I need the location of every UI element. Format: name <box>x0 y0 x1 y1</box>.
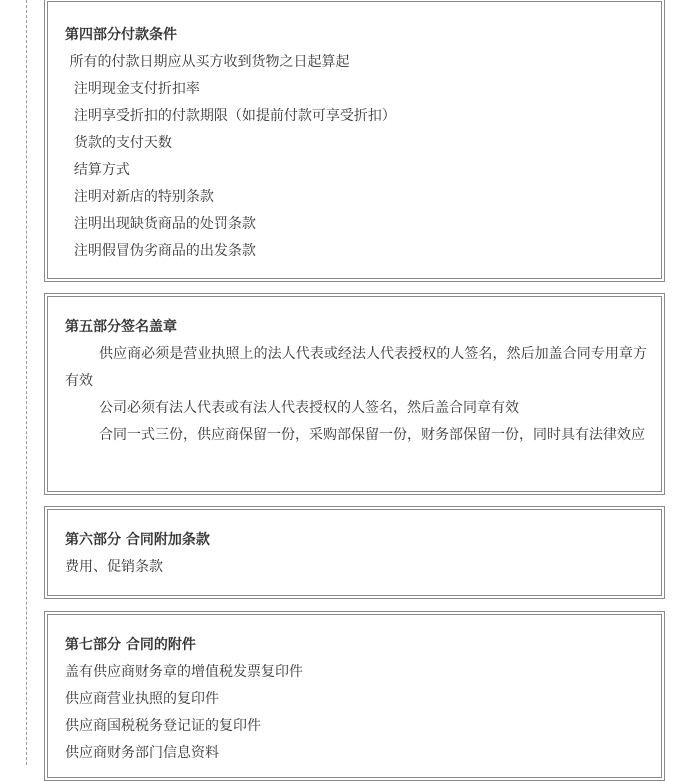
clause-line: 注明享受折扣的付款期限（如提前付款可享受折扣） <box>65 108 396 124</box>
section-content <box>65 527 647 581</box>
section-payment-terms <box>44 0 665 282</box>
clause-line: 供应商国税税务登记证的复印件 <box>65 718 261 734</box>
section-heading: 第四部分付款条件 <box>65 27 177 43</box>
clause-line: 货款的支付天数 <box>65 135 172 151</box>
clause-line: 注明对新店的特别条款 <box>65 189 214 205</box>
section-inner-border <box>47 509 662 596</box>
clause-line: 注明出现缺货商品的处罚条款 <box>65 216 256 232</box>
section-content <box>65 22 647 265</box>
section-content <box>65 632 647 767</box>
section-signature-seal <box>44 293 665 495</box>
clause-line: 供应商营业执照的复印件 <box>65 691 219 707</box>
section-additional-terms <box>44 506 665 599</box>
clause-paragraph: 供应商必须是营业执照上的法人代表或经法人代表授权的人签名，然后加盖合同专用章方有效 <box>65 346 647 389</box>
section-heading: 第五部分签名盖章 <box>65 319 177 335</box>
clause-line: 结算方式 <box>65 162 130 178</box>
clause-line: 费用、促销条款 <box>65 559 163 575</box>
clause-line: 注明现金支付折扣率 <box>65 81 200 97</box>
clause-line: 所有的付款日期应从买方收到货物之日起算起 <box>65 54 350 70</box>
section-heading: 第六部分 合同附加条款 <box>65 532 210 548</box>
clause-paragraph: 合同一式三份，供应商保留一份，采购部保留一份，财务部保留一份，同时具有法律效应 <box>99 427 645 443</box>
section-contract-attachments <box>44 611 665 781</box>
clause-line: 供应商财务部门信息资料 <box>65 745 219 761</box>
section-heading: 第七部分 合同的附件 <box>65 637 196 653</box>
section-content <box>65 314 647 449</box>
clause-paragraph: 公司必须有法人代表或有法人代表授权的人签名，然后盖合同章有效 <box>99 400 519 416</box>
clause-line: 注明假冒伪劣商品的出发条款 <box>65 243 256 259</box>
section-inner-border <box>47 296 662 492</box>
section-inner-border <box>47 614 662 778</box>
section-inner-border <box>47 1 662 279</box>
clause-line: 盖有供应商财务章的增值税发票复印件 <box>65 664 303 680</box>
page-left-rule <box>26 0 27 765</box>
